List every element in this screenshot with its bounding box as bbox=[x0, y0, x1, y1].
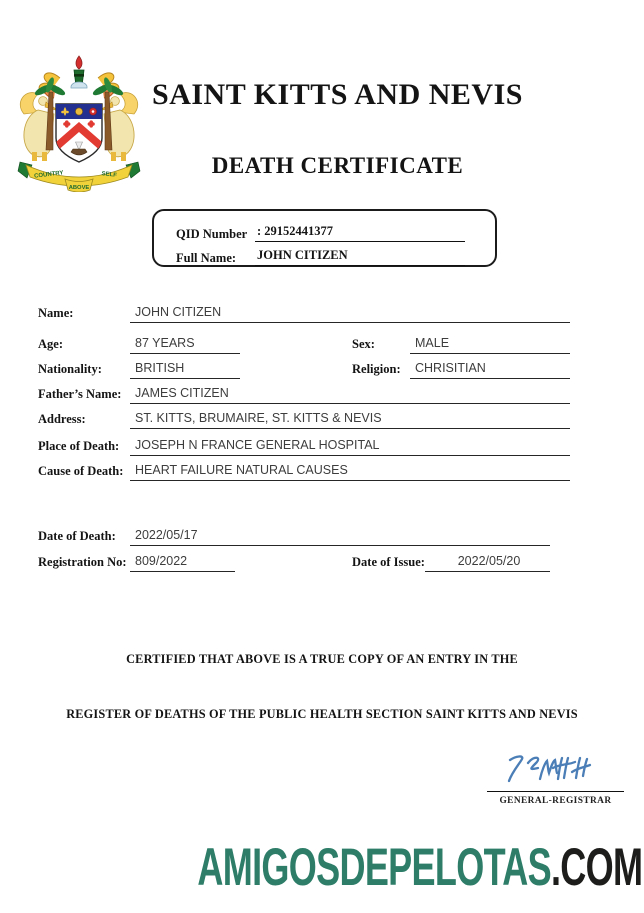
coat-of-arms-icon bbox=[16, 52, 142, 192]
country-title: SAINT KITTS AND NEVIS bbox=[152, 78, 523, 111]
qid-number-label: QID Number bbox=[176, 227, 248, 241]
address-value: ST. KITTS, BRUMAIRE, ST. KITTS & NEVIS bbox=[130, 411, 570, 429]
religion-label: Religion: bbox=[352, 362, 401, 376]
field-row-address bbox=[38, 411, 570, 429]
date-of-death-value: 2022/05/17 bbox=[130, 528, 550, 546]
site-watermark bbox=[197, 838, 642, 897]
field-row-date-of-death bbox=[38, 528, 550, 546]
shield bbox=[56, 104, 102, 162]
motto-left: COUNTRY bbox=[33, 170, 64, 180]
age-value: 87 YEARS bbox=[130, 336, 240, 354]
registrar-title: GENERAL-REGISTRAR bbox=[499, 796, 612, 806]
field-row-age-sex bbox=[38, 336, 570, 354]
nationality-label: Nationality: bbox=[38, 362, 102, 376]
date-of-issue-label: Date of Issue: bbox=[352, 555, 425, 569]
watermark-brand: AMIGOSDEPELOTAS bbox=[197, 838, 551, 897]
document-title: DEATH CERTIFICATE bbox=[211, 153, 464, 178]
cause-of-death-value: HEART FAILURE NATURAL CAUSES bbox=[130, 463, 570, 481]
registrar-signature-icon bbox=[498, 750, 598, 788]
motto-center: ABOVE bbox=[68, 185, 90, 191]
signature-line bbox=[487, 791, 624, 792]
full-name-value: JOHN CITIZEN bbox=[255, 248, 465, 266]
address-label: Address: bbox=[38, 412, 86, 426]
watermark-tld: .COM bbox=[550, 838, 642, 897]
fathers-name-label: Father’s Name: bbox=[38, 387, 122, 401]
registration-no-label: Registration No: bbox=[38, 555, 127, 569]
full-name-row bbox=[176, 242, 495, 266]
name-label: Name: bbox=[38, 306, 74, 320]
place-of-death-value: JOSEPH N FRANCE GENERAL HOSPITAL bbox=[130, 438, 570, 456]
place-of-death-label: Place of Death: bbox=[38, 439, 120, 453]
qid-number-row bbox=[176, 218, 495, 242]
qid-box bbox=[152, 209, 497, 267]
sex-value: MALE bbox=[410, 336, 570, 354]
cause-of-death-label: Cause of Death: bbox=[38, 464, 124, 478]
sex-label: Sex: bbox=[352, 337, 375, 351]
age-label: Age: bbox=[38, 337, 63, 351]
date-of-death-label: Date of Death: bbox=[38, 529, 116, 543]
motto-right: SELF bbox=[101, 171, 118, 179]
full-name-label: Full Name: bbox=[176, 251, 237, 265]
name-value: JOHN CITIZEN bbox=[130, 305, 570, 323]
registration-no-value: 809/2022 bbox=[130, 554, 235, 572]
fathers-name-value: JAMES CITIZEN bbox=[130, 386, 570, 404]
motto-ribbon bbox=[18, 162, 140, 192]
religion-value: CHRISITIAN bbox=[410, 361, 570, 379]
crest-torch bbox=[71, 56, 87, 88]
certification-line-1: CERTIFIED THAT ABOVE IS A TRUE COPY OF AN ENTRY IN THE bbox=[126, 652, 518, 666]
field-row-registration-issue bbox=[38, 554, 550, 572]
field-row-cause-of-death bbox=[38, 463, 570, 481]
nationality-value: BRITISH bbox=[130, 361, 240, 379]
date-of-issue-value: 2022/05/20 bbox=[425, 554, 550, 572]
certification-line-2: REGISTER OF DEATHS OF THE PUBLIC HEALTH SECTION SAINT KITTS AND NEVIS bbox=[66, 707, 578, 721]
field-row-place-of-death bbox=[38, 438, 570, 456]
field-row-name bbox=[38, 305, 570, 323]
field-row-nationality-religion bbox=[38, 361, 570, 379]
qid-number-value: : 29152441377 bbox=[255, 224, 465, 242]
field-row-fathers-name bbox=[38, 386, 570, 404]
